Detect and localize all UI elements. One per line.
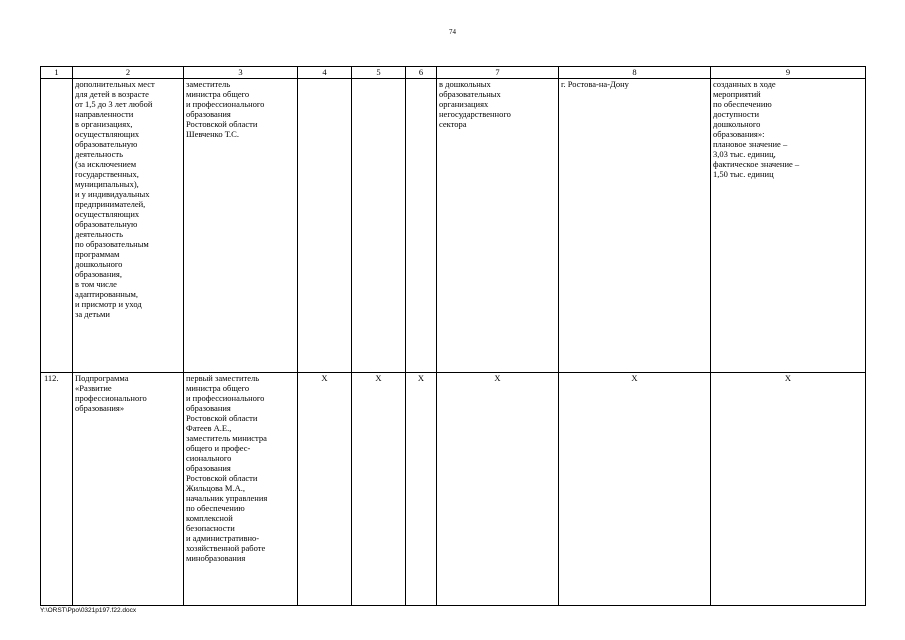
col7-cell: Х (437, 373, 559, 606)
col9-cell: созданных в ходе мероприятий по обеспечению доступности дошкольного образования»: плановое значение – 3,03 тыс. единиц, фактическое значение – 1,50 тыс. единиц (711, 79, 866, 373)
header-cell-3: 3 (184, 67, 298, 79)
measure-cell: дополнительных мест для детей в возрасте от 1,5 до 3 лет любой направленности в организациях, осуществляющих образовательную деятельность (за исключением государственных, муниципальных), и у индивидуальных предпринимателей, осуществляющих образовательную деятельность по образовательным программам дошкольного образования, в том числе адаптированным, и присмотр и уход за детьми (73, 79, 184, 373)
row-number-cell: 112. (41, 373, 73, 606)
responsible-cell: первый заместитель министра общего и профессионального образования Ростовской области Фатеев А.Е., заместитель министра общего и профес- сионального образования Ростовской области Жильцова М.А., начальник управления по обеспечению комплексной безопасности и административно- хозяйственной работе минобразования (184, 373, 298, 606)
col6-cell: Х (406, 373, 437, 606)
measure-cell: Подпрограмма «Развитие профессионального образования» (73, 373, 184, 606)
header-cell-1: 1 (41, 67, 73, 79)
col6-cell (406, 79, 437, 373)
col8-cell: Х (559, 373, 711, 606)
header-cell-6: 6 (406, 67, 437, 79)
col9-cell: Х (711, 373, 866, 606)
col5-cell: Х (352, 373, 406, 606)
col5-cell (352, 79, 406, 373)
responsible-cell: заместитель министра общего и профессионального образования Ростовской области Шевченко Т.С. (184, 79, 298, 373)
col4-cell: Х (298, 373, 352, 606)
footer-file-path: Y:\ORST\Ppo\0321p197.f22.docx (40, 607, 137, 614)
table-row (41, 79, 866, 373)
header-cell-9: 9 (711, 67, 866, 79)
col7-cell: в дошкольных образовательных организациях негосударственного сектора (437, 79, 559, 373)
document-table (40, 66, 866, 606)
header-cell-8: 8 (559, 67, 711, 79)
header-cell-2: 2 (73, 67, 184, 79)
header-cell-4: 4 (298, 67, 352, 79)
row-number-cell (41, 79, 73, 373)
col8-cell: г. Ростова-на-Дону (559, 79, 711, 373)
table-row (41, 373, 866, 606)
header-cell-5: 5 (352, 67, 406, 79)
header-row (41, 67, 866, 79)
page-number: 74 (449, 28, 456, 36)
header-cell-7: 7 (437, 67, 559, 79)
col4-cell (298, 79, 352, 373)
